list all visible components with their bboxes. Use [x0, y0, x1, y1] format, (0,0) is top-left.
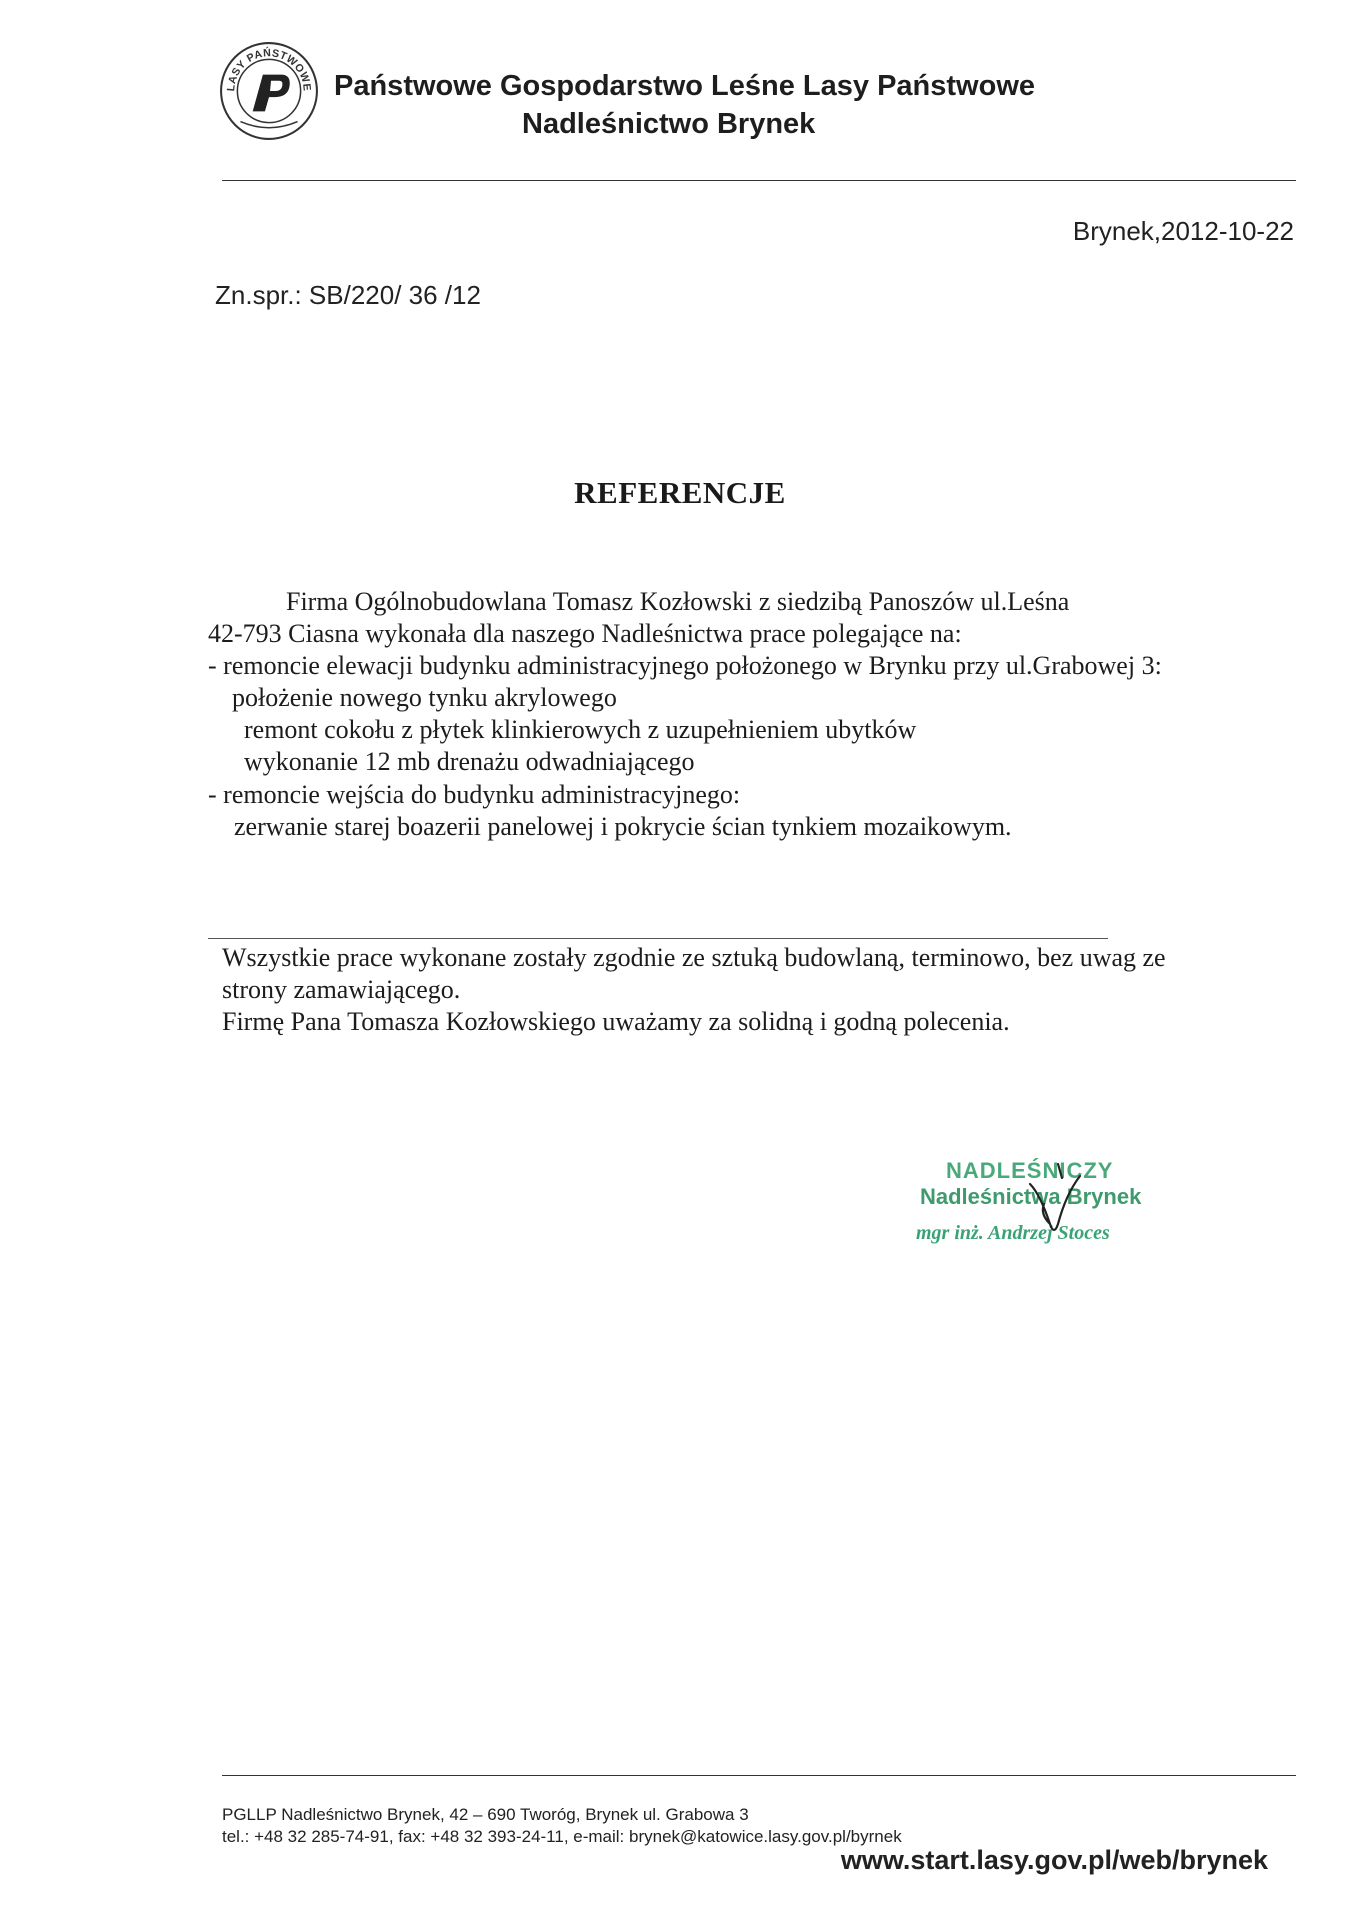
closing-line: Wszystkie prace wykonane zostały zgodnie ze sztuką budowlaną, terminowo, bez uwag ze [222, 943, 1166, 972]
body-line: remont cokołu z płytek klinkierowych z uzupełnieniem ubytków [244, 715, 917, 744]
body-line: Firma Ogólnobudowlana Tomasz Kozłowski z siedzibą Panoszów ul.Leśna [286, 587, 1070, 616]
separator-line [208, 938, 1108, 939]
body-line: położenie nowego tynku akrylowego [232, 683, 617, 712]
body-line: 42-793 Ciasna wykonała dla naszego Nadleśnictwa prace polegające na: [208, 619, 962, 648]
organization-name: Państwowe Gospodarstwo Leśne Lasy Państwowe [334, 70, 1036, 102]
closing-line: strony zamawiającego. [222, 975, 461, 1004]
body-line: - remoncie elewacji budynku administracyjnego położonego w Brynku przy ul.Grabowej 3: [208, 651, 1162, 680]
stamp-title: NADLEŚNICZY [946, 1158, 1114, 1183]
footer-divider [222, 1775, 1296, 1776]
reference-number: Zn.spr.: SB/220/ 36 /12 [215, 280, 481, 310]
place-date: Brynek,2012-10-22 [1072, 216, 1294, 246]
closing-line: Firmę Pana Tomasza Kozłowskiego uważamy za solidną i godną polecenia. [222, 1007, 1010, 1036]
body-line: wykonanie 12 mb drenażu odwadniającego [244, 747, 695, 776]
stamp-name: mgr inż. Andrzej Stoces [916, 1222, 1110, 1244]
lasy-panstwowe-logo-icon [218, 40, 320, 142]
document-title: REFERENCJE [574, 475, 786, 510]
body-line: - remoncie wejścia do budynku administracyjnego: [208, 780, 741, 809]
footer-contact: tel.: +48 32 285-74-91, fax: +48 32 393-24-11, e-mail: brynek@katowice.lasy.gov.pl/byrnek [222, 1827, 902, 1846]
signature-icon [1010, 1154, 1120, 1254]
body-line: zerwanie starej boazerii panelowej i pokrycie ścian tynkiem mozaikowym. [234, 812, 1012, 841]
svg-text:LASY PAŃSTWOWE: LASY PAŃSTWOWE [225, 47, 313, 92]
footer-website: www.start.lasy.gov.pl/web/brynek [840, 1845, 1268, 1875]
header-divider [222, 180, 1296, 181]
unit-name: Nadleśnictwo Brynek [522, 108, 816, 140]
stamp-unit: Nadleśnictwa Brynek [920, 1184, 1142, 1209]
footer-address: PGLLP Nadleśnictwo Brynek, 42 – 690 Tworóg, Brynek ul. Grabowa 3 [222, 1805, 749, 1824]
